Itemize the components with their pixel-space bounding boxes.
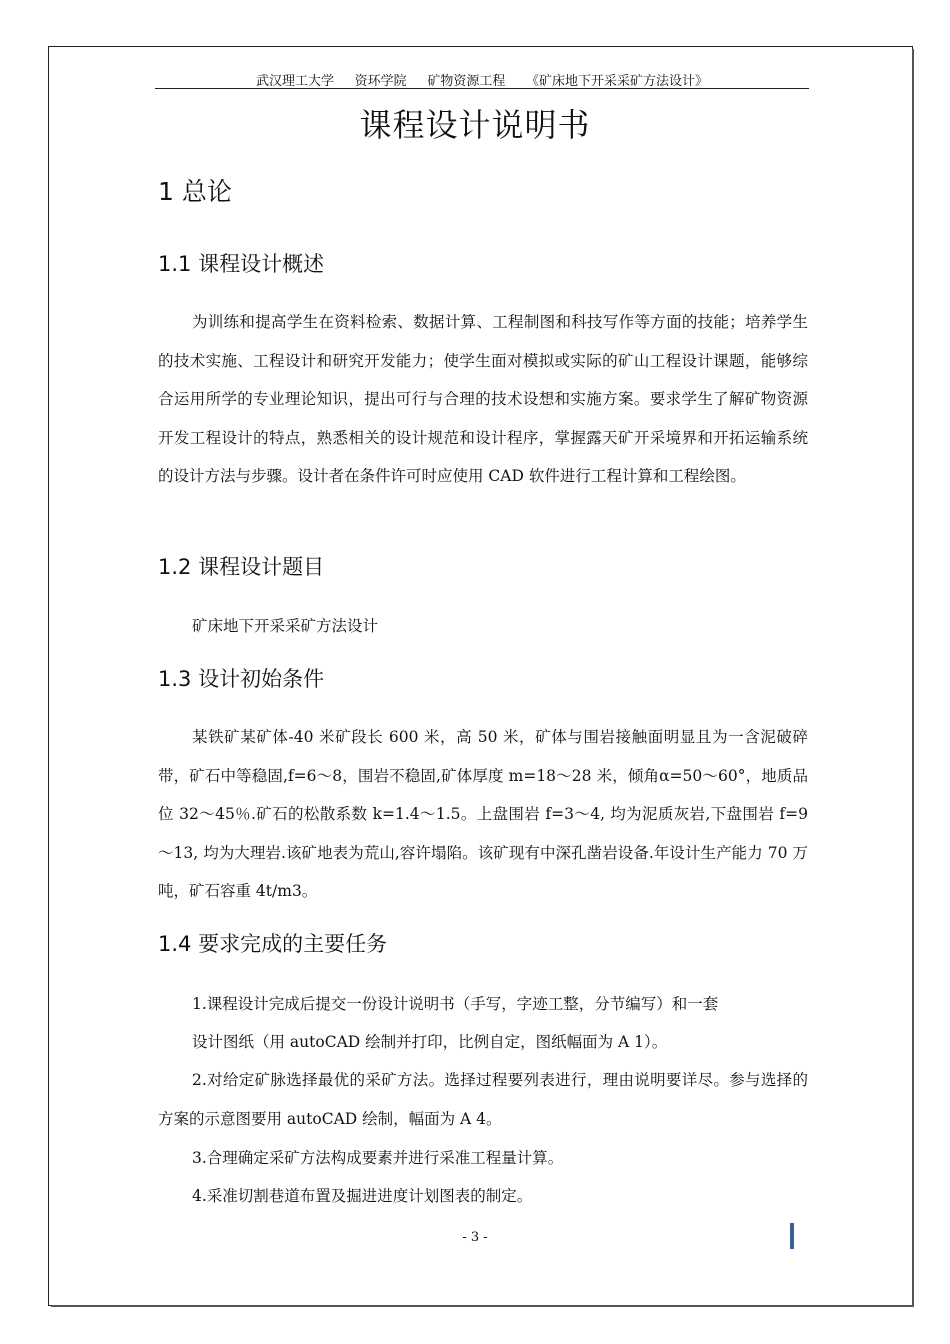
- section-1-3-paragraph: 某铁矿某矿体-40 米矿段长 600 米，高 50 米，矿体与围岩接触面明显且为一含泥破碎带，矿石中等稳固,f=6～8，围岩不稳固,矿体厚度 m=18～28 米，倾角α=50～60°，地质品位 32～45％.矿石的松散系数 k=1.4～1.5。上盘围岩 f=3～4, 均为泥质灰岩,下盘围岩 f=9～13, 均为大理岩.该矿地表为荒山,容许塌陷。该矿现有中深孔凿岩设备.年设计生产能力 70 万吨，矿石容重 4t/m3。: [158, 728, 808, 900]
- chapter-heading: 1 总论: [158, 177, 232, 206]
- page-border-shadow-bottom: [51, 1305, 914, 1307]
- task-1-line-2: 设计图纸（用 autoCAD 绘制并打印，比例自定，图纸幅面为 A 1）。: [192, 1033, 668, 1051]
- running-header: 武汉理工大学 资环学院 矿物资源工程 《矿床地下开采采矿方法设计》: [155, 70, 809, 89]
- section-1-1-paragraph: 为训练和提高学生在资料检索、数据计算、工程制图和科技写作等方面的技能；培养学生的技术实施、工程设计和研究开发能力；使学生面对模拟或实际的矿山工程设计课题，能够综合运用所学的专业理论知识，提出可行与合理的技术设想和实施方案。要求学生了解矿物资源开发工程设计的特点，熟悉相关的设计规范和设计程序，掌握露天矿开采境界和开拓运输系统的设计方法与步骤。设计者在条件许可时应使用 CAD 软件进行工程计算和工程绘图。: [158, 313, 808, 485]
- section-heading-1-2: 1.2 课程设计题目: [158, 555, 325, 579]
- document-title: 课程设计说明书: [359, 106, 591, 144]
- page-border-shadow-right: [912, 49, 914, 1307]
- section-heading-1-1: 1.1 课程设计概述: [158, 252, 325, 276]
- task-2-paragraph: 2.对给定矿脉选择最优的采矿方法。选择过程要列表进行，理由说明要详尽。参与选择的方案的示意图要用 autoCAD 绘制，幅面为 A 4。: [158, 1071, 808, 1128]
- page-number: - 3 -: [462, 1230, 488, 1245]
- task-4-line: 4.采准切割巷道布置及掘进进度计划图表的制定。: [192, 1187, 533, 1205]
- text-cursor-marker: [790, 1223, 794, 1249]
- section-1-2-paragraph: 矿床地下开采采矿方法设计: [192, 617, 379, 635]
- section-heading-1-3: 1.3 设计初始条件: [158, 667, 325, 691]
- task-3-line: 3.合理确定采矿方法构成要素并进行采准工程量计算。: [192, 1149, 564, 1167]
- task-1-line-1: 1.课程设计完成后提交一份设计说明书（手写，字迹工整，分节编写）和一套: [192, 995, 719, 1013]
- section-heading-1-4: 1.4 要求完成的主要任务: [158, 932, 388, 956]
